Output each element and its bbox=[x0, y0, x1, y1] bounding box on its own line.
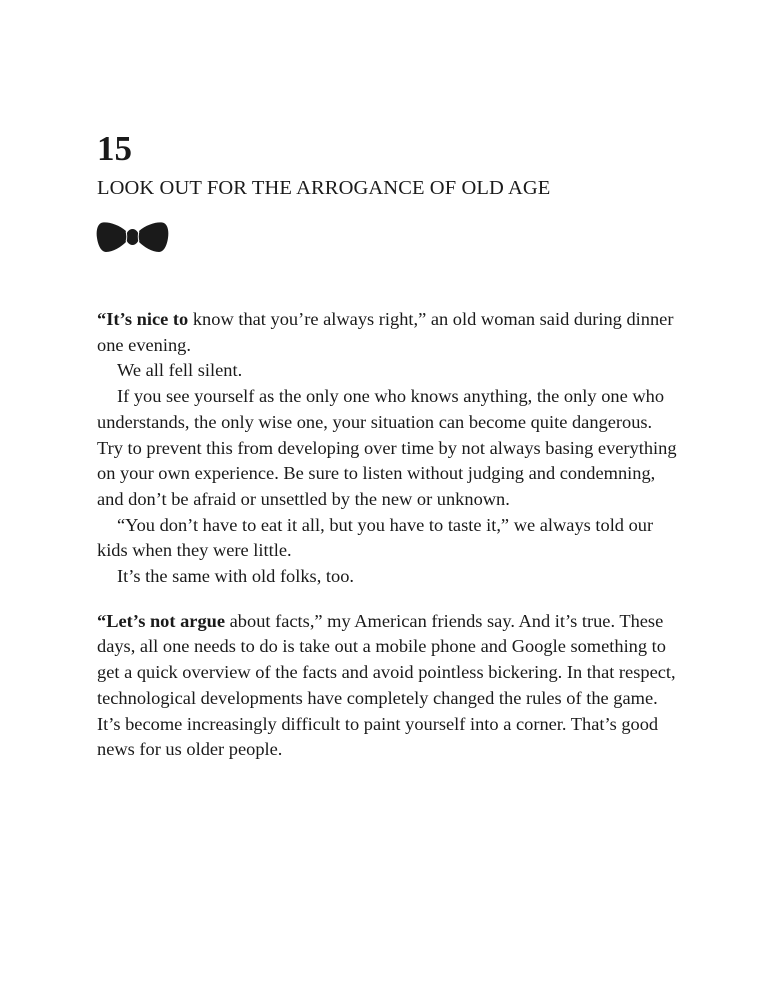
paragraph-text: know that you’re always right,” an old woman said during dinner one evening. bbox=[97, 309, 674, 355]
chapter-number: 15 bbox=[97, 129, 132, 168]
bow-tie-icon bbox=[96, 220, 169, 254]
paragraph-facts bbox=[97, 609, 677, 763]
paragraph-taste bbox=[97, 513, 677, 564]
chapter-body bbox=[97, 307, 677, 763]
paragraph-text: about facts,” my American friends say. And it’s true. These days, all one needs to do is take out a mobile phone and Google something to get a quick overview of the facts and avoid pointless bickering. In that respect, technological developments have completely changed the rules of the game. It’s become increasingly difficult to paint yourself into a corner. That’s good news for us older people. bbox=[97, 610, 676, 760]
paragraph-lead: “It’s nice to bbox=[97, 309, 189, 329]
paragraph-dinner bbox=[97, 307, 677, 358]
paragraph-text: We all fell silent. bbox=[117, 360, 243, 381]
paragraph-text: If you see yourself as the only one who knows anything, the only one who understands, the only wise one, your situation can become quite dangerous. Try to prevent this from developing over time by not always basing everything on your own experience. Be sure to listen without judging and condemning, and don’t be afraid or unsettled by the new or unknown. bbox=[97, 386, 677, 509]
paragraph-text: It’s the same with old folks, too. bbox=[117, 566, 355, 587]
paragraph-old-folks bbox=[97, 564, 677, 590]
paragraph-silence bbox=[97, 358, 677, 384]
paragraph-advice bbox=[97, 384, 677, 513]
chapter-title: LOOK OUT FOR THE ARROGANCE OF OLD AGE bbox=[97, 177, 551, 199]
paragraph-lead: “Let’s not argue bbox=[97, 610, 226, 631]
paragraph-text: “You don’t have to eat it all, but you have to taste it,” we always told our kids when they were little. bbox=[97, 514, 654, 561]
